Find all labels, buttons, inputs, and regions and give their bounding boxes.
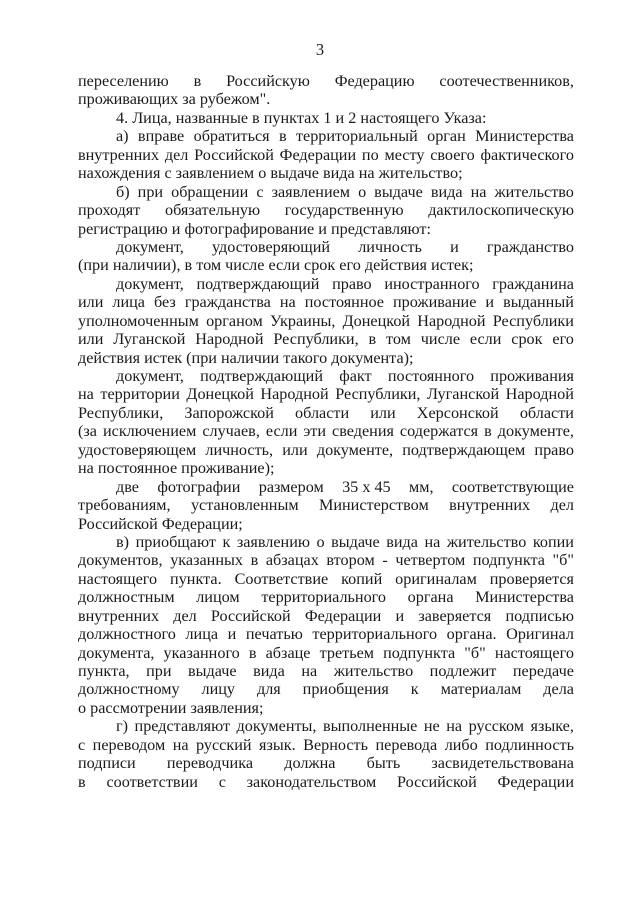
word: вправе [137,127,185,146]
word: факт [339,367,372,385]
page-number: 3 [315,40,325,59]
word: переселению [78,72,169,90]
word: если [469,330,502,349]
word: указанных [170,551,243,570]
text-line [78,662,574,680]
text-line [78,478,574,496]
word: требованиям, [78,496,171,515]
word: нахождения с заявлением о выдаче вида на жительство; [78,164,463,183]
word: обращении [171,182,249,201]
text-line [78,72,574,90]
word: на [78,385,94,404]
word: Республики, [273,330,359,349]
text-line [78,367,574,385]
text-line [78,570,574,588]
word: в [248,643,257,662]
word: русском [468,717,524,736]
word: его [552,330,574,349]
word: в [368,330,377,349]
word: Запорожской [184,403,274,422]
text-line [78,459,574,477]
word: на [470,182,487,201]
word: случаев, [202,422,260,441]
word: органа [407,588,454,607]
word: настоящего [494,643,574,662]
word: подлинность [485,735,574,754]
word: внутренних [78,145,160,164]
word: удостоверяющем [78,440,197,459]
text-line [78,680,574,698]
text-line [78,551,574,569]
text-line [78,441,574,459]
word: числе [420,330,461,349]
text-line [78,533,574,551]
word: (за [78,422,97,441]
word: подпункта [472,551,545,570]
text-line [78,127,574,145]
word: документе, [497,422,574,441]
text-line [78,607,574,625]
word: Федерацию [334,72,415,90]
word: подтверждающий [200,367,323,385]
word: Федерации [304,606,382,625]
text-line [78,312,574,330]
word: своего [430,145,475,164]
text-line [78,146,574,164]
word: вида [386,532,418,551]
word: Народной [417,311,486,330]
word: должностным [78,588,175,607]
word: подписи [78,754,136,773]
word: пункта, [78,662,130,680]
text-line [78,644,574,662]
word: копий [341,569,383,588]
text-line [78,699,574,717]
word: втором [326,551,375,570]
word: постоянное [304,293,384,312]
word: 35 x 45 [342,477,391,496]
word: фотографии [157,477,241,496]
word: лицу [201,680,236,699]
word: выполненные [322,717,418,736]
word: о [316,532,325,551]
word: Верность [303,735,369,754]
word: Министерства [475,588,574,607]
word: на [279,293,296,312]
word: обязательную [164,201,261,220]
text-line [78,717,574,735]
word: Федерации [279,145,357,164]
word: дел [173,606,197,625]
word: личность [358,237,422,256]
word: территориального [312,625,438,644]
word: должностному [78,680,180,699]
word: копии [532,532,574,551]
word: и [485,293,495,312]
word: б) [116,182,130,201]
word: третьем [319,643,375,662]
word: Министерством [318,496,429,515]
word: документ, [116,274,184,293]
word: на [301,662,318,680]
word: Херсонской [416,403,499,422]
word: к [222,532,231,551]
text-line [78,201,574,219]
word: абзацах [265,551,319,570]
word: Украины, [269,311,336,330]
word: приобщают [135,532,216,551]
word: переводом [92,735,166,754]
word: Российской Федерации; [78,514,243,533]
word: лицом [196,588,240,607]
word: подпункта [383,643,456,662]
word: выданный [503,293,574,312]
word: удостоверяющий [211,237,331,256]
word: соответствии [106,772,198,791]
text-line [78,349,574,367]
word: или [78,293,104,312]
word: Народной [505,385,574,404]
text-line [78,385,574,403]
word: органа. [446,625,497,644]
text-line [78,736,574,754]
text-line [78,90,574,108]
word: соответствующие [451,477,574,496]
word: области [295,403,350,422]
word: настоящего [78,569,158,588]
word: выдаче [331,532,380,551]
word: русский [196,735,252,754]
word: о [358,182,367,201]
word: вида [253,662,285,680]
text-line [78,330,574,348]
word: том [386,330,411,349]
word: действия истек (при наличии такого документа); [78,348,414,367]
word: при [137,182,164,201]
word: должностного [78,625,176,644]
word: абзаце [265,643,311,662]
word: соотечественников, [439,72,574,90]
word: язык. [259,735,296,754]
text-line [78,422,574,440]
word: в [250,551,259,570]
word: мм, [408,477,434,496]
text-line [78,293,574,311]
word: проживающих за рубежом". [78,90,271,109]
word: оригиналам [395,569,477,588]
word: о рассмотрении заявления; [78,698,264,717]
word: для [256,680,281,699]
word: в [78,772,86,791]
word: в [484,422,492,441]
word: заявлению [236,532,310,551]
word: дел [550,496,574,515]
word: лица [112,293,145,312]
word: не [423,717,440,736]
word: Российскую [226,72,310,90]
word: в [278,127,287,146]
word: обратиться [193,127,270,146]
word: Республики [492,311,574,330]
word: приобщения [302,680,389,699]
text-line [78,754,574,772]
word: Народной [195,330,264,349]
word: и [450,237,459,256]
word: Донецкой [342,311,411,330]
word: внутренних [449,496,531,515]
word: подтверждающем [402,440,526,459]
word: дактилоскопическую [428,201,574,220]
word: Российской [194,145,274,164]
word: две [116,477,139,496]
word: (при наличии), в том числе если срок его действия истек; [78,256,474,275]
text-line [78,773,574,791]
text-line [78,220,574,238]
word: на [446,717,463,736]
word: жительство [446,532,527,551]
word: на [424,532,441,551]
word: установленным [190,496,299,515]
word: либо [444,735,478,754]
word: личность, [205,440,274,459]
word: области [519,403,574,422]
word: выдаче [374,182,423,201]
word: к [410,680,419,699]
word: законодательством [246,772,377,791]
word: Народной [260,385,329,404]
word: Российской [210,606,291,625]
word: г) [116,717,129,736]
word: заверяется [418,606,492,625]
word: или [78,330,104,349]
word: 4. Лица, названные в пунктах 1 и 2 настоящего Указа: [116,108,487,127]
word: фактического [480,145,574,164]
word: или [370,403,396,422]
word: перевода [375,735,438,754]
word: или [282,440,308,459]
word: дел [164,145,189,164]
word: документов, [78,551,163,570]
word: Оригинал [506,625,574,644]
text-line [78,109,574,127]
word: с [78,735,86,754]
word: проверяется [489,569,574,588]
word: право [534,440,574,459]
word: - [382,551,388,570]
text-line [78,275,574,293]
text-line [78,588,574,606]
word: территории [100,385,180,404]
word: гражданство [486,237,574,256]
word: Республики, [78,403,164,422]
word: вида [430,182,463,201]
word: заявлением [271,182,351,201]
word: четвертом [395,551,466,570]
word: при [146,662,172,680]
word: выдаче [188,662,237,680]
word: должна [284,754,336,773]
word: передаче [512,662,574,680]
word: документы, [236,717,317,736]
word: месту [384,145,425,164]
word: с [218,772,226,791]
word: пункта. [170,569,222,588]
word: жительство [333,662,414,680]
word: право [332,274,372,293]
word: эти [303,422,327,441]
word: исключением [102,422,197,441]
word: постоянного [387,367,475,385]
word: без [154,293,176,312]
word: Федерации [497,772,574,791]
word: уполномоченным [78,311,199,330]
text-line [78,496,574,514]
word: Донецкой [186,385,254,404]
word: документ, [116,237,184,256]
text-line [78,164,574,182]
word: Министерства [475,127,574,146]
word: проживания [490,367,574,385]
word: дела [543,680,574,699]
word: органом [206,311,263,330]
word: внутренних [78,606,160,625]
word: документ, [116,367,184,385]
word: языке, [530,717,574,736]
word: если [265,422,298,441]
text-line [78,238,574,256]
word: Луганской [426,385,500,404]
word: проходят [78,201,141,220]
word: в) [116,532,130,551]
word: документе, [316,440,394,459]
word: и [227,625,237,644]
word: территориальный [295,127,418,146]
word: содержатся [399,422,479,441]
word: документа, [78,643,155,662]
text-line [78,404,574,422]
word: Соответствие [234,569,329,588]
word: гражданства [184,293,271,312]
word: на [172,735,189,754]
word: иностранного [384,274,480,293]
word: "б" [464,643,486,662]
word: материалам [440,680,522,699]
word: и [395,606,405,625]
document-body [78,72,574,791]
word: на постоянное проживание); [78,459,275,478]
word: переводчика [166,754,254,773]
text-line [78,625,574,643]
word: подтверждающий [196,274,320,293]
word: засвидетельствована [431,754,574,773]
word: орган [427,127,466,146]
word: размером [258,477,324,496]
text-line [78,256,574,274]
word: быть [366,754,401,773]
word: представляют [134,717,231,736]
word: указанного [163,643,240,662]
word: а) [116,127,129,146]
word: по [361,145,379,164]
word: срок [511,330,543,349]
word: территориального [261,588,387,607]
word: проживание [392,293,477,312]
word: государственную [284,201,404,220]
text-line [78,515,574,533]
word: "б" [552,551,574,570]
word: жительство [494,182,574,201]
text-line [78,183,574,201]
word: Российской [396,772,477,791]
word: подписью [505,606,574,625]
word: гражданина [492,274,574,293]
word: сведения [332,422,394,441]
word: регистрацию и фотографирование и представляют: [78,219,431,238]
word: лица [185,625,219,644]
word: печатью [245,625,303,644]
word: Луганской [113,330,186,349]
word: Республики, [335,385,421,404]
word: с [256,182,264,201]
word: подлежит [429,662,497,680]
word: в [193,72,202,90]
